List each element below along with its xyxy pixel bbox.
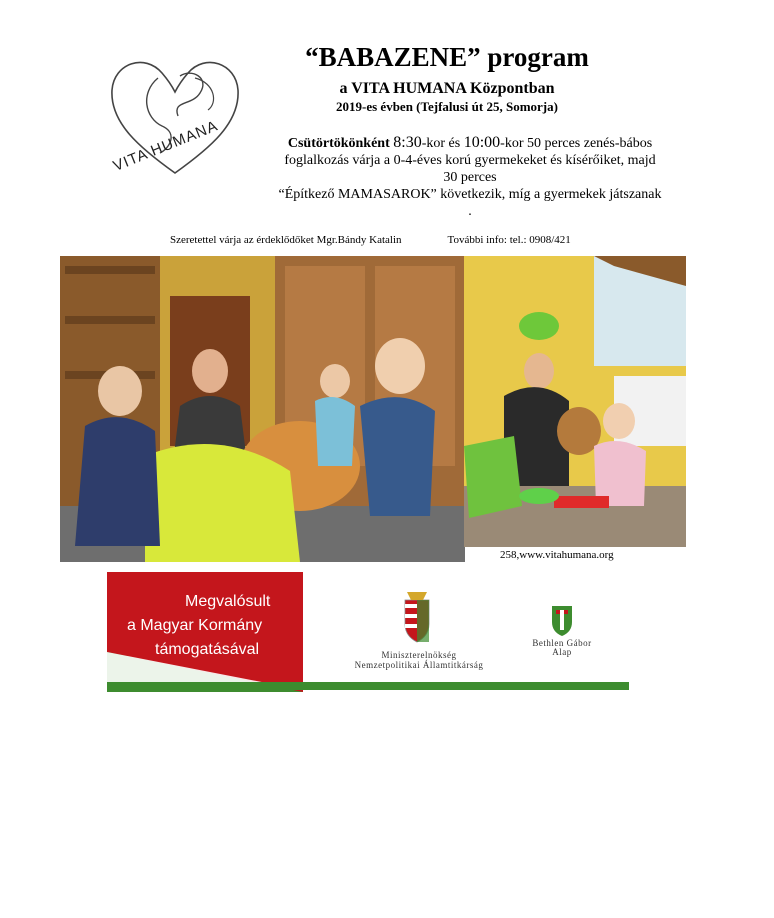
page-title: “BABAZENE” program [305, 42, 589, 72]
desc-line5: . [468, 204, 472, 219]
fund-sub: Alap [552, 647, 572, 657]
contact-line [170, 234, 670, 246]
banner-line2: a Magyar Kormány [127, 617, 263, 634]
logo-text: VITA HUMANA [110, 117, 221, 175]
date-location: 2019-es évben (Tejfalusi út 25, Somorja) [336, 99, 558, 114]
ministry-name: Miniszterelnökség [381, 650, 457, 660]
time-second: 10:00 [463, 134, 501, 151]
time-first: 8:30 [393, 134, 422, 151]
program-description [255, 134, 685, 220]
vita-humana-logo [100, 48, 250, 188]
subtitle: a VITA HUMANA Központban [339, 80, 555, 97]
fund-name: Bethlen Gábor [532, 638, 592, 648]
desc-line3: 30 perces [443, 170, 497, 185]
funding-banner [107, 572, 629, 692]
desc-line2: foglalkozás várja a 0-4-éves korú gyermekeket és kísérőiket, majd [284, 153, 656, 168]
photo-children-playing [60, 256, 465, 562]
banner-line3: támogatásával [155, 641, 260, 658]
bethlen-gabor-logo [552, 606, 572, 636]
coat-of-arms-icon [405, 592, 429, 642]
contact-invite: Szeretettel várja az érdeklődőket Mgr.Bándy Katalin [170, 234, 402, 246]
banner-line1: Megvalósult [185, 593, 271, 610]
website-text: 258,www.vitahumana.org [500, 549, 614, 561]
desc-text2: -kor 50 perces zenés-bábos [500, 136, 653, 151]
photo-puppet-play [464, 256, 686, 547]
day-label: Csütörtökönként [287, 136, 390, 151]
contact-info: További info: tel.: 0908/421 [447, 234, 571, 246]
desc-text1: -kor és [421, 136, 461, 151]
desc-line4: “Építkező MAMASAROK” következik, míg a gyermekek játszanak [278, 187, 662, 202]
ministry-dept: Nemzetpolitikai Államtitkárság [354, 660, 484, 670]
